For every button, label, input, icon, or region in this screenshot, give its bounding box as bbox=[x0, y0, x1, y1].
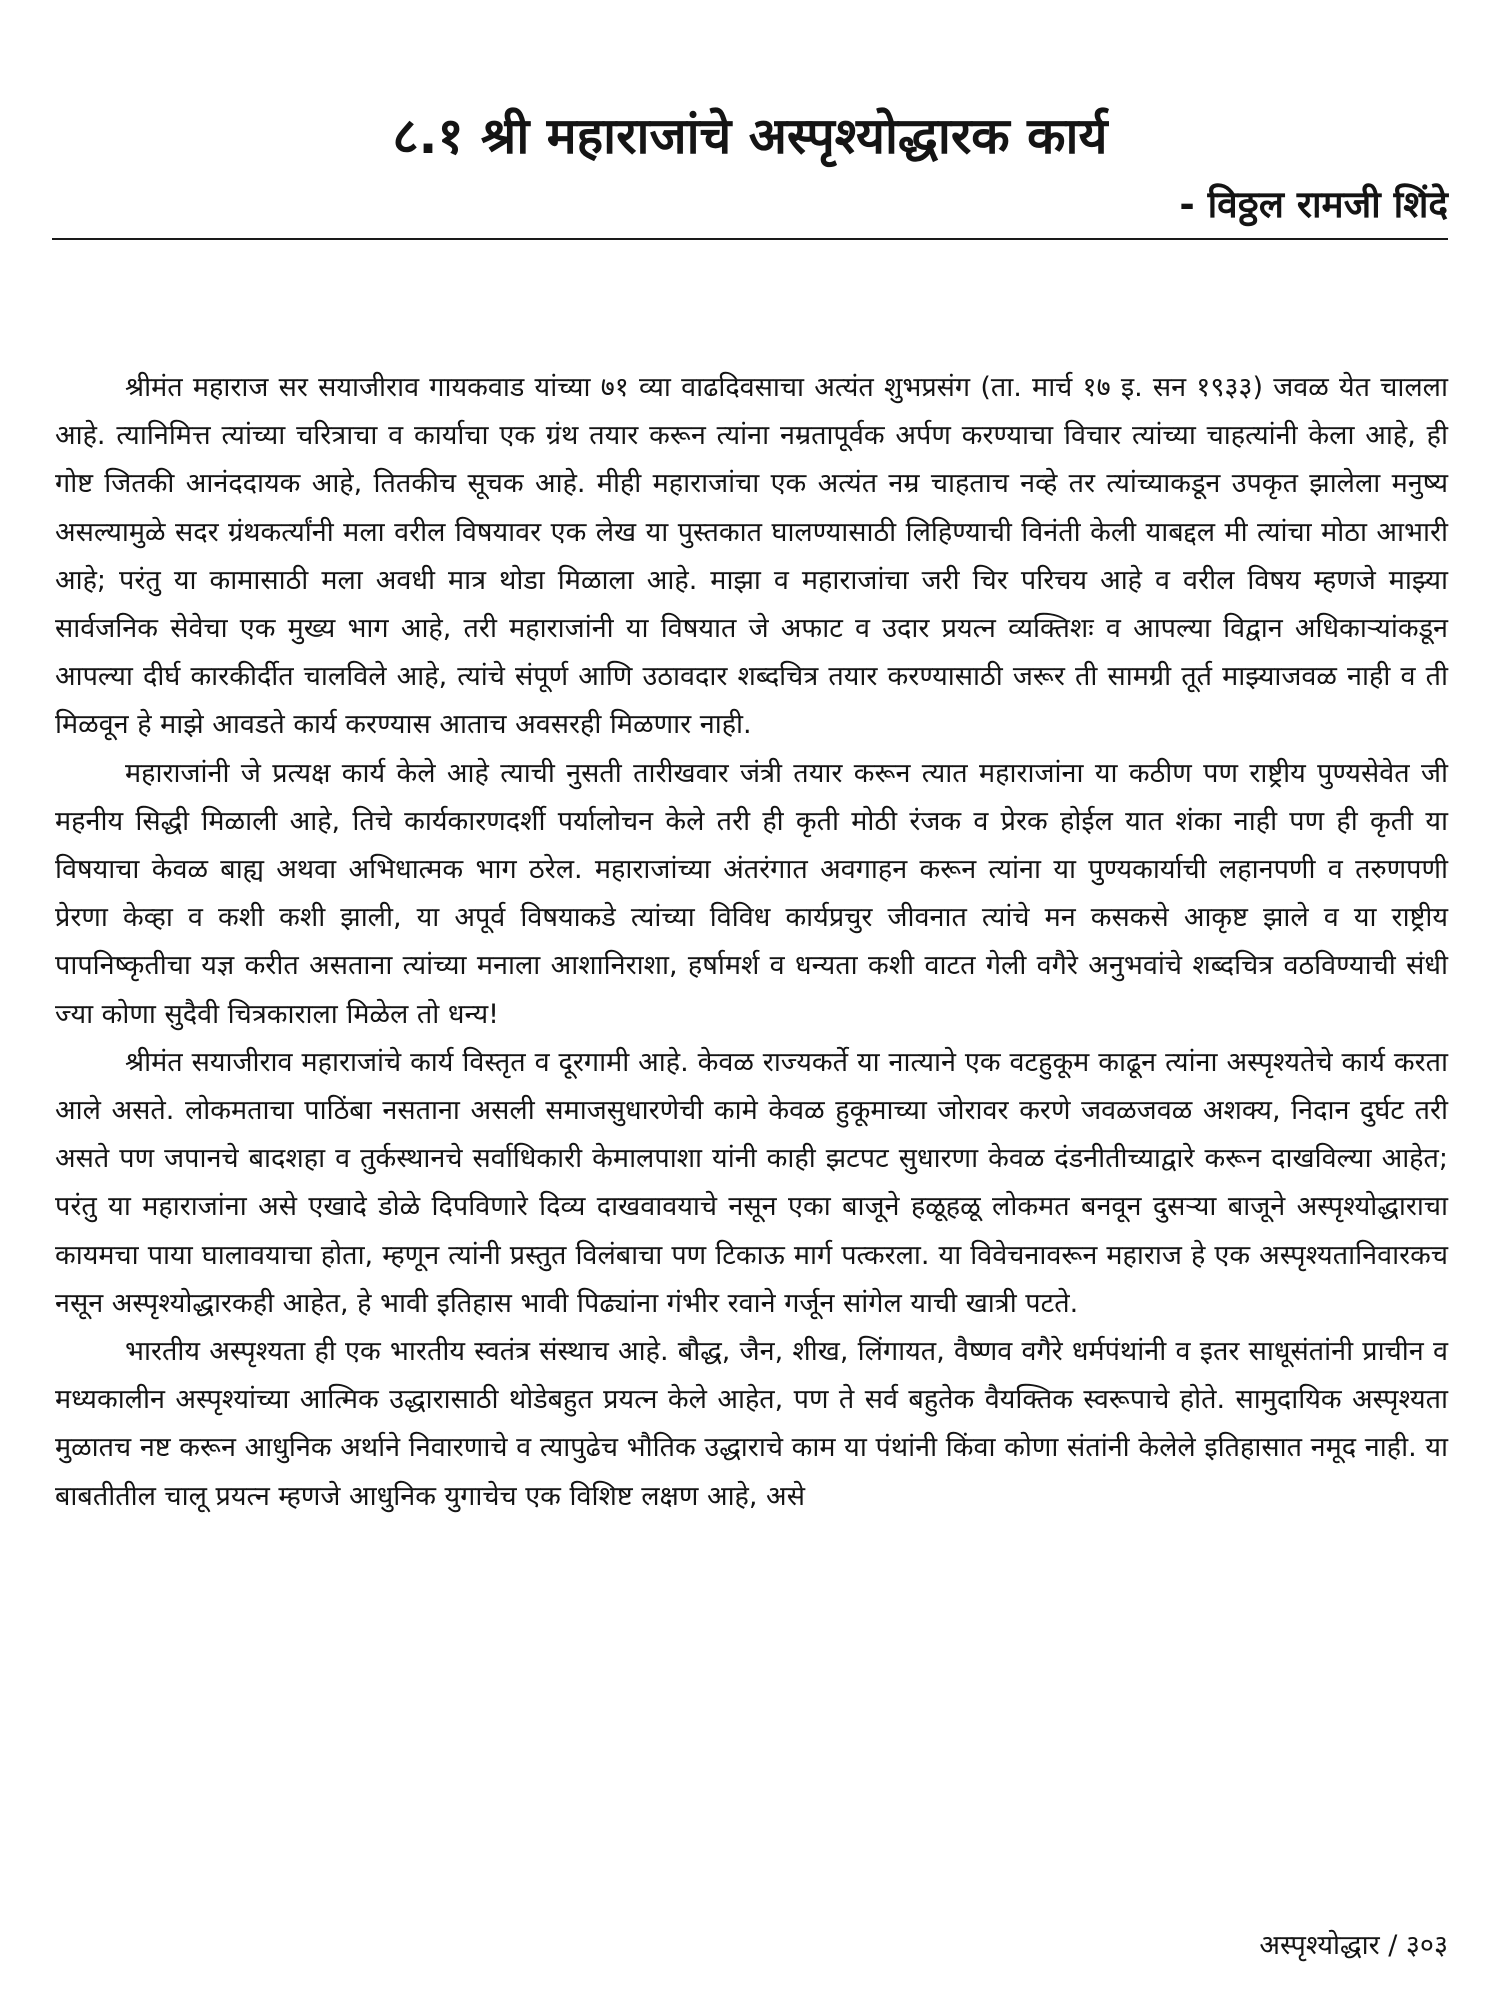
paragraph: श्रीमंत महाराज सर सयाजीराव गायकवाड यांच्या ७१ व्या वाढदिवसाचा अत्यंत शुभप्रसंग (ता. मार्च १७ इ. सन १९३३) जवळ येत चालला आहे. त्यानिमित्त त्यांच्या चरित्राचा व कार्याचा एक ग्रंथ तयार करून त्यांना नम्रतापूर्वक अर्पण करण्याचा विचार त्यांच्या चाहत्यांनी केला आहे, ही गोष्ट जितकी आनंददायक आहे, तितकीच सूचक आहे. मीही महाराजांचा एक अत्यंत नम्र चाहताच नव्हे तर त्यांच्याकडून उपकृत झालेला मनुष्य असल्यामुळे सदर ग्रंथकर्त्यांनी मला वरील विषयावर एक लेख या पुस्तकात घालण्यासाठी लिहिण्याची विनंती केली याबद्दल मी त्यांचा मोठा आभारी आहे; परंतु या कामासाठी मला अवधी मात्र थोडा मिळाला आहे. माझा व महाराजांचा जरी चिर परिचय आहे व वरील विषय म्हणजे माझ्या सार्वजनिक सेवेचा एक मुख्य भाग आहे, तरी महाराजांनी या विषयात जे अफाट व उदार प्रयत्न व्यक्तिशः व आपल्या विद्वान अधिकाऱ्यांकडून आपल्या दीर्घ कारकीर्दीत चालविले आहे, त्यांचे संपूर्ण आणि उठावदार शब्दचित्र तयार करण्यासाठी जरूर ती सामग्री तूर्त माझ्याजवळ नाही व ती मिळवून हे माझे आवडते कार्य करण्यास आताच अवसरही मिळणार नाही. bbox=[55, 372, 1449, 741]
author-name: - विठ्ठल रामजी शिंदे bbox=[1179, 183, 1448, 226]
page-footer: अस्पृश्योद्धार / ३०३ bbox=[1259, 1930, 1448, 1961]
paragraph: भारतीय अस्पृश्यता ही एक भारतीय स्वतंत्र संस्थाच आहे. बौद्ध, जैन, शीख, लिंगायत, वैष्णव वगैरे धर्मपंथांनी व इतर साधूसंतांनी प्राचीन व मध्यकालीन अस्पृश्यांच्या आत्मिक उद्धारासाठी थोडेबहुत प्रयत्न केले आहेत, पण ते सर्व बहुतेक वैयक्तिक स्वरूपाचे होते. सामुदायिक अस्पृश्यता मुळातच नष्ट करून आधुनिक अर्थाने निवारणाचे व त्यापुढेच भौतिक उद्धाराचे काम या पंथांनी किंवा कोणा संतांनी केलेले इतिहासात नमूद नाही. या बाबतीतील चालू प्रयत्न म्हणजे आधुनिक युगाचेच एक विशिष्ट लक्षण आहे, असे bbox=[55, 1336, 1448, 1512]
article-body bbox=[55, 364, 1448, 1521]
header-divider bbox=[52, 238, 1448, 240]
chapter-title: ८.१ श्री महाराजांचे अस्पृश्योद्धारक कार्य bbox=[392, 107, 1108, 165]
paragraph: महाराजांनी जे प्रत्यक्ष कार्य केले आहे त्याची नुसती तारीखवार जंत्री तयार करून त्यात महाराजांना या कठीण पण राष्ट्रीय पुण्यसेवेत जी महनीय सिद्धी मिळाली आहे, तिचे कार्यकारणदर्शी पर्यालोचन केले तरी ही कृती मोठी रंजक व प्रेरक होईल यात शंका नाही पण ही कृती या विषयाचा केवळ बाह्य अथवा अभिधात्मक भाग ठरेल. महाराजांच्या अंतरंगात अवगाहन करून त्यांना या पुण्यकार्याची लहानपणी व तरुणपणी प्रेरणा केव्हा व कशी कशी झाली, या अपूर्व विषयाकडे त्यांच्या विविध कार्यप्रचुर जीवनात त्यांचे मन कसकसे आकृष्ट झाले व या राष्ट्रीय पापनिष्कृतीचा यज्ञ करीत असताना त्यांच्या मनाला आशानिराशा, हर्षामर्श व धन्यता कशी वाटत गेली वगैरे अनुभवांचे शब्दचित्र वठविण्याची संधी ज्या कोणा सुदैवी चित्रकाराला मिळेल तो धन्य! bbox=[55, 757, 1448, 1030]
paragraph: श्रीमंत सयाजीराव महाराजांचे कार्य विस्तृत व दूरगामी आहे. केवळ राज्यकर्ते या नात्याने एक वटहुकूम काढून त्यांना अस्पृश्यतेचे कार्य करता आले असते. लोकमताचा पाठिंबा नसताना असली समाजसुधारणेची कामे केवळ हुकूमाच्या जोरावर करणे जवळजवळ अशक्य, निदान दुर्घट तरी असते पण जपानचे बादशहा व तुर्कस्थानचे सर्वाधिकारी केमालपाशा यांनी काही झटपट सुधारणा केवळ दंडनीतीच्याद्वारे करून दाखविल्या आहेत; परंतु या महाराजांना असे एखादे डोळे दिपविणारे दिव्य दाखवावयाचे नसून एका बाजूने हळूहळू लोकमत बनवून दुसऱ्या बाजूने अस्पृश्योद्धाराचा कायमचा पाया घालावयाचा होता, म्हणून त्यांनी प्रस्तुत विलंबाचा पण टिकाऊ मार्ग पत्करला. या विवेचनावरून महाराज हे एक अस्पृश्यतानिवारकच नसून अस्पृश्योद्धारकही आहेत, हे भावी इतिहास भावी पिढ्यांना गंभीर रवाने गर्जून सांगेल याची खात्री पटते. bbox=[55, 1046, 1448, 1319]
